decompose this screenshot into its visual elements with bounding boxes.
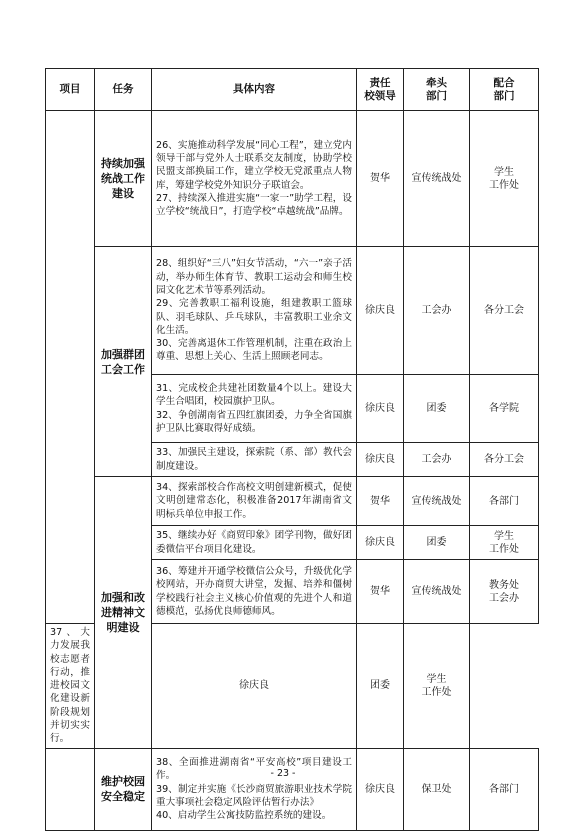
leader-cell: 徐庆良 xyxy=(357,526,404,560)
project-cell xyxy=(46,748,95,830)
page-number: - 23 - xyxy=(270,768,296,779)
table-row xyxy=(46,111,539,247)
coop-dept-cell: 学生 工作处 xyxy=(404,624,470,749)
content-item: 38、全面推进湖南省“平安高校”项目建设工作。 xyxy=(156,756,352,782)
project-cell xyxy=(46,111,95,624)
lead-dept-cell: 宣传统战处 xyxy=(404,477,470,526)
content-item: 40、启动学生公寓技防监控系统的建设。 xyxy=(156,810,332,822)
leader-cell: 徐庆良 xyxy=(357,375,404,443)
coop-dept-cell: 各分工会 xyxy=(470,443,539,477)
coop-dept-cell: 各部门 xyxy=(470,748,539,830)
lead-dept-cell: 工会办 xyxy=(404,247,470,375)
header-project: 项目 xyxy=(46,69,95,111)
lead-dept-cell: 团委 xyxy=(357,624,404,749)
leader-cell: 徐庆良 xyxy=(152,624,357,749)
task-cell: 维护校园安全稳定 xyxy=(95,748,152,830)
lead-dept-cell: 团委 xyxy=(404,526,470,560)
task-table xyxy=(45,68,539,831)
content-item: 31、完成校企共建社团数量4个以上。建设大学生合唱团，校园旗护卫队。 xyxy=(156,382,352,408)
content-item: 26、实施推动科学发展“同心工程”，建立党内领导干部与党外人士联系交友制度，协助学校民盟支部换届工作，建立学校无党派重点人物库，筹建学校党外知识分子联谊会。 xyxy=(156,139,352,191)
coop-dept-cell: 各学院 xyxy=(470,375,539,443)
task-cell: 加强和改进精神文明建设 xyxy=(95,477,152,749)
leader-cell: 贺华 xyxy=(357,477,404,526)
content-cell xyxy=(152,748,357,830)
content-cell xyxy=(152,111,357,247)
lead-dept-cell: 保卫处 xyxy=(404,748,470,830)
content-cell: 35、继续办好《商贸印象》团学刊物，做好团委微信平台项目化建设。 xyxy=(152,526,357,560)
content-cell xyxy=(152,247,357,375)
content-item: 39、制定并实施《长沙商贸旅游职业技术学院重大事项社会稳定风险评估暂行办法》 xyxy=(156,783,352,808)
coop-dept-cell: 学生 工作处 xyxy=(470,111,539,247)
leader-cell: 徐庆良 xyxy=(357,247,404,375)
leader-cell: 贺华 xyxy=(357,560,404,624)
content-item: 30、完善离退休工作管理机制，注重在政治上尊重、思想上关心、生活上照顾老同志。 xyxy=(156,338,352,363)
task-cell: 持续加强统战工作建设 xyxy=(95,111,152,247)
coop-dept-cell: 各分工会 xyxy=(470,247,539,375)
content-item: 27、持续深入推进实施“一家一”助学工程，设立学校“统战日”，打造学校“卓越统战”品牌。 xyxy=(156,192,352,218)
lead-dept-cell: 宣传统战处 xyxy=(404,111,470,247)
content-item: 33、加强民主建设，探索院（系、部）教代会制度建设。 xyxy=(156,447,352,472)
content-cell xyxy=(152,375,357,443)
content-item: 32、争创湖南省五四红旗团委，力争全省国旗护卫队比赛取得好成绩。 xyxy=(156,409,352,434)
content-cell: 36、筹建并开通学校微信公众号，升级优化学校网站，开办商贸大讲堂，发掘、培养和僵树学校践行社会主义核心价值观的先进个人和道德模范，弘扬优良师德师风。 xyxy=(152,560,357,624)
coop-dept-cell: 教务处 工会办 xyxy=(470,560,539,624)
content-cell xyxy=(152,443,357,477)
lead-dept-cell: 宣传统战处 xyxy=(404,560,470,624)
header-content: 具体内容 xyxy=(152,69,357,111)
content-item: 29、完善教职工福利设施，组建教职工篮球队、羽毛球队、乒乓球队，丰富教职工业余文化生活。 xyxy=(156,298,352,336)
leader-cell: 贺华 xyxy=(357,111,404,247)
coop-dept-cell: 学生 工作处 xyxy=(470,526,539,560)
content-cell: 37、大力发展我校志愿者行动，推进校园文化建设新阶段规划并切实实行。 xyxy=(46,624,95,749)
table-row xyxy=(46,477,539,526)
header-leader: 责任 校领导 xyxy=(357,69,404,111)
coop-dept-cell: 各部门 xyxy=(470,477,539,526)
header-task: 任务 xyxy=(95,69,152,111)
table-row xyxy=(46,748,539,830)
leader-cell: 徐庆良 xyxy=(357,443,404,477)
task-cell: 加强群团工会工作 xyxy=(95,247,152,477)
content-cell: 34、探索部校合作高校文明创建新模式，促使文明创建常态化，积极准备2017年湖南省文明标兵单位申报工作。 xyxy=(152,477,357,526)
table-row xyxy=(46,247,539,375)
table-header-row xyxy=(46,69,539,111)
lead-dept-cell: 工会办 xyxy=(404,443,470,477)
header-coop-dept: 配合 部门 xyxy=(470,69,539,111)
leader-cell: 徐庆良 xyxy=(357,748,404,830)
lead-dept-cell: 团委 xyxy=(404,375,470,443)
header-lead-dept: 牵头 部门 xyxy=(404,69,470,111)
content-item: 28、组织好“三八”妇女节活动，“六一”亲子活动，举办师生体育节、教职工运动会和师生校园文化艺术节等系列活动。 xyxy=(156,258,352,296)
